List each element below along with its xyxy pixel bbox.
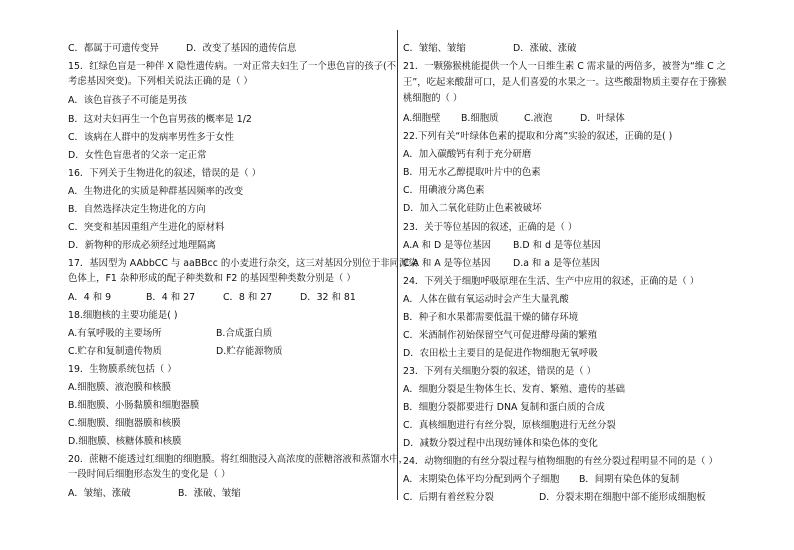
q23a-option-d: D.a 和 a 是等位基因: [513, 258, 600, 269]
q17-option-d: D．32 和 81: [300, 292, 356, 303]
q17-option-a: A．4 和 9: [68, 292, 112, 303]
q15-stem-line-2: 考虑基因突变)。下列相关说法正确的是（ ）: [68, 76, 253, 87]
q24a-option-a: A．人体在做有氧运动时会产生大量乳酸: [403, 294, 569, 305]
q21-option-b: B.细胞质: [461, 113, 499, 124]
q24b-stem: 24．动物细胞的有丝分裂过程与植物细胞的有丝分裂过程明显不同的是（ ）: [403, 456, 718, 467]
q15-option-d: D．女性色盲患者的父亲一定正常: [68, 150, 207, 161]
q24a-option-d: D．农田松土主要目的是促进作物细胞无氧呼吸: [403, 348, 598, 359]
q24b-option-a: A．末期染色体平均分配到两个子细胞: [403, 474, 560, 485]
q23b-stem: 23．下列有关细胞分裂的叙述，错误的是（ ）: [403, 366, 597, 377]
q16-option-a: A．生物进化的实质是种群基因频率的改变: [68, 186, 244, 197]
q18-option-c: C.贮存和复制遗传物质: [68, 346, 162, 357]
q18-option-b: B.合成蛋白质: [216, 328, 273, 339]
q15-option-c: C．该病在人群中的发病率男性多于女性: [68, 132, 234, 143]
q16-option-d: D．新物种的形成必须经过地理隔离: [68, 240, 216, 251]
q24b-option-b: B．间期有染色体的复制: [579, 474, 680, 485]
q20-option-a: A．皱缩、涨破: [68, 488, 131, 499]
q15-stem-line-1: 15．红绿色盲是一种伴 X 隐性遗传病。一对正常夫妇生了一个患色盲的孩子(不: [68, 61, 396, 72]
q24a-option-b: B．种子和水果都需要低温干燥的储存环境: [403, 312, 579, 323]
q14-option-c: C．都属于可遗传变异: [68, 43, 159, 54]
q15-option-a: A．该色盲孩子不可能是男孩: [68, 95, 187, 106]
q20-option-c: C．皱缩、皱缩: [403, 43, 466, 54]
q21-stem-line-3: 桃细胞的（ ）: [403, 93, 463, 104]
q17-option-c: C．8 和 27: [223, 292, 273, 303]
q24a-option-c: C．米酒制作初始保留空气可促进酵母菌的繁殖: [403, 330, 598, 341]
q24a-stem: 24．下列关于细胞呼吸原理在生活、生产中应用的叙述，正确的是（ ）: [403, 276, 700, 287]
q18-option-a: A.有氧呼吸的主要场所: [68, 328, 162, 339]
q19-option-b: B.细胞膜、小肠黏膜和细胞器膜: [68, 400, 200, 411]
q22-option-a: A．加入碳酸钙有利于充分研磨: [403, 149, 532, 160]
q20-stem-line-1: 20．蔗糖不能透过红细胞的细胞膜。将红细胞浸入高浓度的蔗糖溶液和蒸馏水中，: [68, 454, 409, 465]
q17-stem-line-1: 17．基因型为 AAbbCC 与 aaBBcc 的小麦进行杂交，这三对基因分别位于非同源染: [68, 258, 418, 269]
q21-stem-line-2: 王”，吃起来酸甜可口，是人们喜爱的水果之一。这些酸甜物质主要存在于猕猴: [403, 77, 727, 88]
q18-option-d: D.贮存能源物质: [216, 346, 283, 357]
q19-option-d: D.细胞膜、核糖体膜和核膜: [68, 436, 182, 447]
q14-option-d: D．改变了基因的遗传信息: [186, 43, 297, 54]
q22-stem: 22.下列有关“叶绿体色素的提取和分离”实验的叙述，正确的是( ): [403, 131, 673, 142]
q20-option-d: D．涨破、涨破: [513, 43, 577, 54]
q16-option-c: C．突变和基因重组产生进化的原材料: [68, 222, 225, 233]
q23b-option-a: A．细胞分裂是生物体生长、发育、繁殖、遗传的基础: [403, 384, 626, 395]
q21-option-d: D．叶绿体: [580, 113, 625, 124]
q23a-option-c: C.A 和 A 是等位基因: [403, 258, 491, 269]
q23b-option-b: B．细胞分裂都要进行 DNA 复制和蛋白质的合成: [403, 402, 605, 413]
q16-stem: 16．下列关于生物进化的叙述，错误的是（ ）: [68, 168, 262, 179]
q22-option-d: D．加入二氧化硅防止色素被破坏: [403, 203, 542, 214]
q20-option-b: B．涨破、皱缩: [178, 488, 241, 499]
q23b-option-c: C．真核细胞进行有丝分裂，原核细胞进行无丝分裂: [403, 420, 616, 431]
q18-stem: 18.细胞核的主要功能是( ): [68, 310, 178, 321]
q24b-option-d: D．分裂末期在细胞中部不能形成细胞板: [539, 492, 706, 503]
q23a-option-b: B.D 和 d 是等位基因: [513, 240, 601, 251]
q21-option-a: A.细胞壁: [403, 113, 441, 124]
q16-option-b: B．自然选择决定生物进化的方向: [68, 204, 206, 215]
q22-option-c: C．用碘液分离色素: [403, 185, 485, 196]
q23a-stem: 23．关于等位基因的叙述，正确的是（ ）: [403, 222, 578, 233]
q17-option-b: B．4 和 27: [146, 292, 196, 303]
q21-stem-line-1: 21．一颗猕猴桃能提供一个人一日维生素 C 需求量的两倍多，被誉为“维 C 之: [403, 61, 727, 72]
q15-option-b: B．这对夫妇再生一个色盲男孩的概率是 1/2: [68, 114, 252, 125]
q19-option-a: A.细胞膜、液泡膜和核膜: [68, 382, 171, 393]
q24b-option-c: C．后期有着丝粒分裂: [403, 492, 494, 503]
q23a-option-a: A.A 和 D 是等位基因: [403, 240, 492, 251]
q23b-option-d: D．减数分裂过程中出现纺锤体和染色体的变化: [403, 438, 598, 449]
q17-stem-line-2: 色体上，F1 杂种形成的配子种类数和 F2 的基因型种类数分别是（ ）: [68, 273, 356, 284]
q19-stem: 19．生物膜系统包括（ ）: [68, 364, 177, 375]
q22-option-b: B．用无水乙醇提取叶片中的色素: [403, 167, 541, 178]
q20-stem-line-2: 一段时间后细胞形态发生的变化是（ ）: [68, 469, 231, 480]
column-divider: [397, 30, 398, 500]
q19-option-c: C.细胞膜、细胞器膜和核膜: [68, 418, 181, 429]
q21-option-c: C.液泡: [524, 113, 553, 124]
